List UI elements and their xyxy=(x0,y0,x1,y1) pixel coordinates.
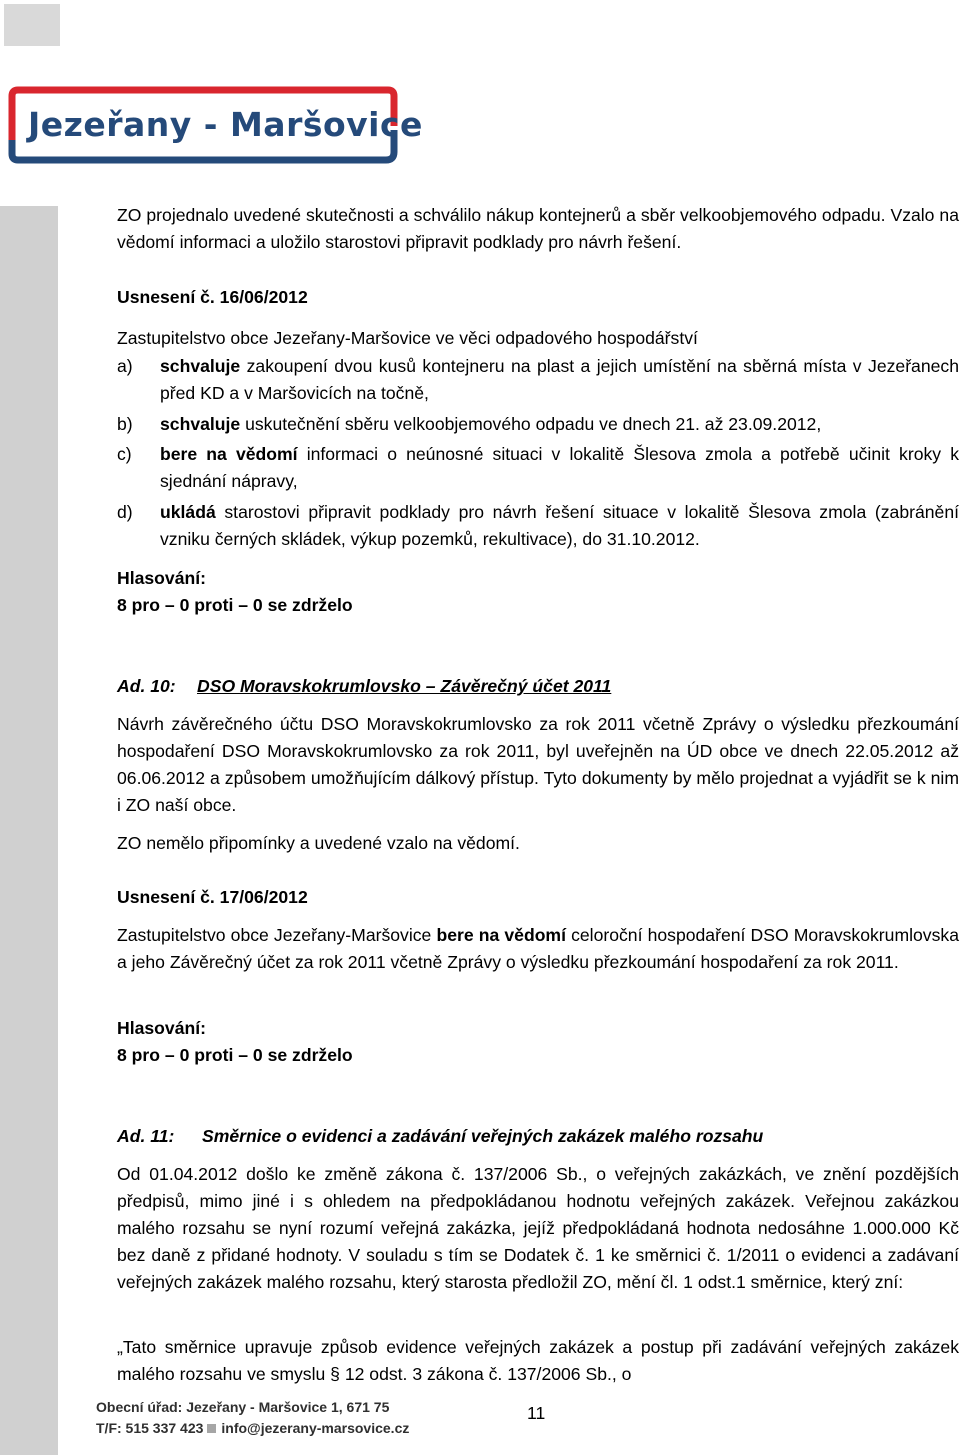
item-a-body: zakoupení dvou kusů kontejneru na plast a jejich umístění na sběrná místa v Jezeřanech před KD a v Maršovicích na točně, xyxy=(160,356,959,403)
footer-separator-icon xyxy=(207,1424,216,1433)
resolution-16-lead: Zastupitelstvo obce Jezeřany-Maršovice ve věci odpadového hospodářství xyxy=(117,328,698,348)
resolution-17-after: celoroční hospodaření DSO Moravskokrumlovska a jeho Závěrečný účet za rok 2011 včetně Zprávy o výsledku přezkoumání hospodaření za rok 2011. xyxy=(117,925,959,972)
footer-contact xyxy=(96,1420,409,1436)
item-c-text xyxy=(160,441,959,495)
logo xyxy=(6,86,423,164)
resolution-17-text xyxy=(117,922,959,976)
agenda-10-title: DSO Moravskokrumlovsko – Závěrečný účet 2011 xyxy=(197,676,612,696)
footer-address: Obecní úřad: Jezeřany - Maršovice 1, 671 75 xyxy=(96,1399,390,1415)
vote-result-2: 8 pro – 0 proti – 0 se zdrželo xyxy=(117,1045,353,1065)
agenda-10-number: Ad. 10: xyxy=(117,676,176,696)
intro-paragraph: ZO projednalo uvedené skutečnosti a schválilo nákup kontejnerů a sběr velkoobjemového odpadu. Vzalo na vědomí informaci a uložilo starostovi připravit podklady pro návrh řešení. xyxy=(117,205,959,252)
page-number: 11 xyxy=(527,1403,546,1423)
logo-text: Jezeřany - Maršovice xyxy=(28,105,423,144)
item-c-body: informaci o neúnosné situaci v lokalitě Šlesova zmola a potřebě učinit kroky k sjednání nápravy, xyxy=(160,444,959,491)
vote-label-2: Hlasování: xyxy=(117,1018,206,1038)
item-b-body: uskutečnění sběru velkoobjemového odpadu ve dnech 21. až 23.09.2012, xyxy=(240,414,822,434)
resolution-17-before: Zastupitelstvo obce Jezeřany-Maršovice xyxy=(117,925,437,945)
agenda-10-paragraph: Návrh závěrečného účtu DSO Moravskokrumlovsko za rok 2011 včetně Zprávy o výsledku přezkoumání hospodaření DSO Moravskokrumlovsko za rok 2011, byl uveřejněn na ÚD obce ve dnech 22.05.2012 až 06.06.2012 a způsobem umožňujícím dálkový přístup. Tyto dokumenty by mělo projednat a vyjádřit se k nim i ZO naší obce. xyxy=(117,714,959,815)
resolution-17-title: Usnesení č. 17/06/2012 xyxy=(117,887,308,907)
side-watermark: www.jezerany-marsovice.cz xyxy=(52,763,101,1445)
agenda-11-heading xyxy=(117,1123,959,1150)
side-watermark-strip xyxy=(0,206,58,1455)
agenda-11-quote: „Tato směrnice upravuje způsob evidence veřejných zakázek a postup při zadávání veřejných zakázek malého rozsahu ve smyslu § 12 odst. 3 zákona č. 137/2006 Sb., o xyxy=(117,1337,959,1384)
footer-phone: T/F: 515 337 423 xyxy=(96,1420,204,1436)
agenda-11-paragraph: Od 01.04.2012 došlo ke změně zákona č. 137/2006 Sb., o veřejných zakázkách, ve znění pozdějších předpisů, mimo jiné i s ohledem na předpokládanou hodnotu veřejných zakázek. Veřejnou zakázkou malého rozsahu se nyní rozumí veřejná zakázka, jejíž předpokládaná hodnota nedosáhne 1.000.000 Kč bez daně z přidané hodnoty. V souladu s tím se Dodatek č. 1 ke směrnici č. 1/2011 o evidenci a zadávaní veřejných zakázek malého rozsahu, který starosta předložil ZO, mění čl. 1 odst.1 směrnice, který zní: xyxy=(117,1164,959,1292)
footer-email: info@jezerany-marsovice.cz xyxy=(221,1420,410,1436)
vote-label: Hlasování: xyxy=(117,568,206,588)
item-d-letter: d) xyxy=(117,502,133,522)
item-b-text xyxy=(160,411,959,438)
item-c-letter: c) xyxy=(117,444,132,464)
agenda-11-number: Ad. 11: xyxy=(117,1126,175,1146)
agenda-11-title: Směrnice o evidenci a zadávání veřejných zakázek malého rozsahu xyxy=(202,1126,764,1146)
vote-result: 8 pro – 0 proti – 0 se zdrželo xyxy=(117,595,353,615)
item-b-letter: b) xyxy=(117,414,133,434)
item-c-verb: bere na vědomí xyxy=(160,444,298,464)
corner-decoration xyxy=(4,4,60,46)
resolution-16-title: Usnesení č. 16/06/2012 xyxy=(117,287,308,307)
item-a-text xyxy=(160,353,959,407)
agenda-10-heading xyxy=(117,673,959,700)
item-d-text xyxy=(160,499,959,553)
item-d-body: starostovi připravit podklady pro návrh řešení situace v lokalitě Šlesova zmola (zabránění vzniku černých skládek, výkup pozemků, rekultivace), do 31.10.2012. xyxy=(160,502,959,549)
agenda-10-note: ZO nemělo připomínky a uvedené vzalo na vědomí. xyxy=(117,833,520,853)
item-a-letter: a) xyxy=(117,356,133,376)
resolution-17-verb: bere na vědomí xyxy=(436,925,566,945)
item-b-verb: schvaluje xyxy=(160,414,241,434)
item-a-verb: schvaluje xyxy=(160,356,241,376)
item-d-verb: ukládá xyxy=(160,502,216,522)
